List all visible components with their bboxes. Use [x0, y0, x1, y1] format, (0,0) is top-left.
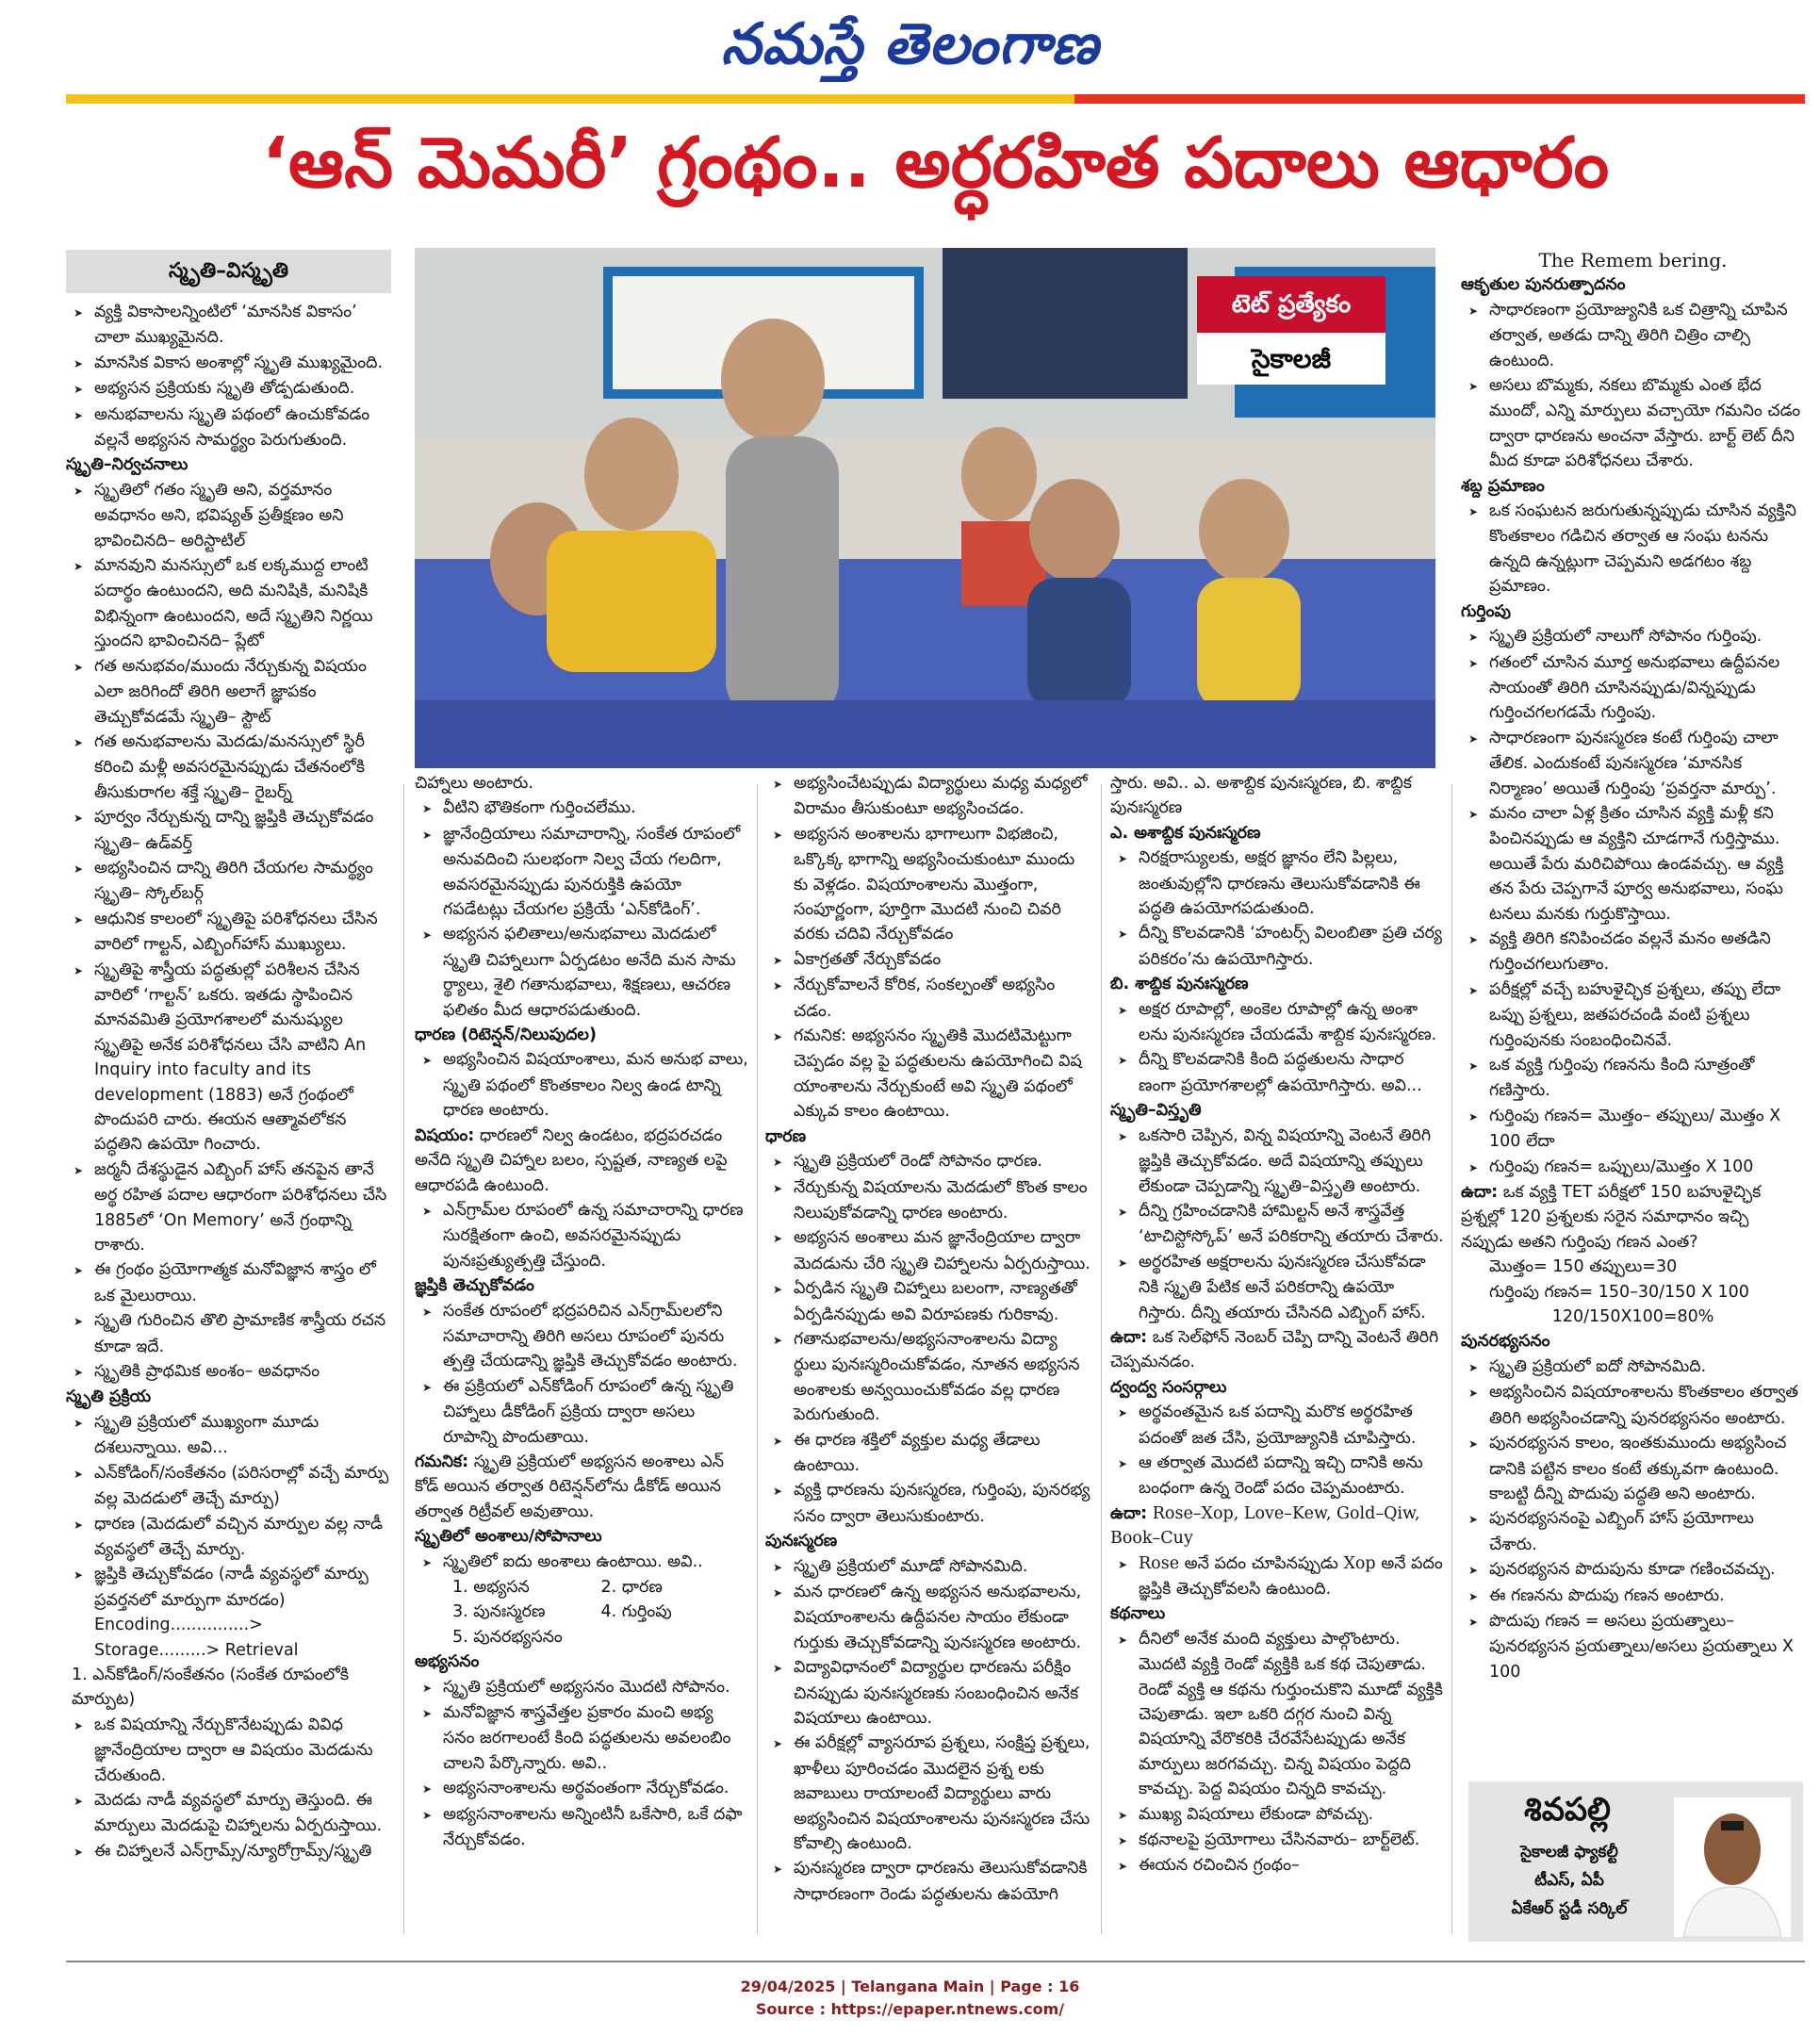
bullet-item: ➤ ఈ ప్రక్రియలో ఎన్‌కోడింగ్ రూపంలో ఉన్న స్మృతి చిహ్నాలు డీకోడింగ్ ప్రక్రియ ద్వారా అసలు రూపాన్ని పొందుతాయి.	[415, 1374, 749, 1450]
bullet-item: ➤ దీన్ని కొలవడానికి ‘హంటర్స్ విలంబితా ప్రతి చర్య పరికరం’ను ఉపయోగిస్తారు.	[1110, 921, 1445, 972]
column-rule	[403, 784, 404, 1934]
bullet-item: ➤ ఒక విషయాన్ని నేర్చుకొనేటప్పుడు వివిధ జ్ఞానేంద్రియాల ద్వారా ఆ విషయం మెదడును చేరుతుంది.	[66, 1713, 391, 1788]
bullet-item: ➤ దీన్ని గ్రహించడానికి హామిల్టన్ అనే శాస్త్రవేత్త ‘టాచిస్టోస్కోప్’ అనే పరికరాన్ని తయారు చేశారు.	[1110, 1199, 1445, 1250]
badge-tet-special: టెట్ ప్రత్యేకం	[1197, 276, 1385, 333]
section-heading: బి. శాబ్దిక పునఃస్మరణ	[1110, 975, 1249, 994]
bullet-item: ➤ అభ్యసనాంశాలను అన్నింటినీ ఒకేసారి, ఒకే దఫా నేర్చుకోవడం.	[415, 1802, 749, 1853]
section-heading: ధారణ	[765, 1126, 807, 1146]
bullet-item: ➤ ఈ ధారణ శక్తిలో వ్యక్తుల మధ్య తేడాలు ఉంటాయి.	[765, 1428, 1090, 1479]
section-title: స్మృతి–విస్మృతి	[66, 250, 391, 293]
bullet-item: ➤ ముఖ్య విషయాలు లేకుండా పోవచ్చు.	[1110, 1802, 1445, 1828]
bullet-item: ➤ ఎన్‌కోడింగ్/సంకేతనం (పరిసరాల్లో వచ్చే మార్పు వల్ల మెదడులో తెచ్చే మార్పు)	[66, 1461, 391, 1512]
top-color-bar	[66, 94, 1805, 104]
bullet-item: ➤ అక్షర రూపాల్లో, అంకెల రూపాల్లో ఉన్న అంశా లను పునఃస్మరణ చేయడమే శాబ్దిక పునఃస్మరణ.	[1110, 997, 1445, 1048]
column-1	[66, 300, 391, 1864]
bullet-item: ➤ గమనిక: అభ్యసనం స్మృతికి మొదటిమెట్టుగా చెప్పడం వల్ల పై పద్ధతులను ఉపయోగించి విష యాంశాలను నేర్చుకుంటే అవి స్మృతి పథంలో ఎక్కువ కాలం ఉంటాయి.	[765, 1024, 1090, 1124]
bullet-item: ➤ ఏర్పడిన స్మృతి చిహ్నాలు బలంగా, నాణ్యతతో ఏర్పడినప్పుడు అవి విరూపణకు గురికావు.	[765, 1276, 1090, 1327]
paragraph: ఉదా: ఒక సెల్‌ఫోన్ నెంబర్ చెప్పి దాన్ని వెంటనే తిరిగి చెప్పమనడం.	[1110, 1327, 1439, 1372]
bullet-item: ➤ మానసిక వికాస అంశాల్లో స్మృతి ముఖ్యమైంది.	[66, 351, 391, 376]
formula-line: 120/150X100=80%	[1489, 1307, 1714, 1327]
bullet-item: ➤ దీనిలో అనేక మంది వ్యక్తులు పాల్గొంటారు. మొదటి వ్యక్తి రెండో వ్యక్తికి ఒక కథ చెపుతాడు. రెండో వ్యక్తి ఆ కథను గుర్తుంచుకొని మూడో వ్యక్తికి చెపుతాడు. ఇలా ఒకరి దగ్గర నుంచి విన్న విషయాన్ని వేరొకరికి చేరవేసేటప్పుడు అనేక మార్పులు జరగవచ్చు. చిన్న విషయం పెద్దది కావచ్చు. పెద్ద విషయం చిన్నది కావచ్చు.	[1110, 1627, 1445, 1802]
bullet-item: ➤ వ్యక్తి వికాసాలన్నింటిలో ‘మానసిక వికాసం’ చాలా ముఖ్యమైనది.	[66, 300, 391, 351]
bullet-item: ➤ ఒకసారి చెప్పిన, విన్న విషయాన్ని వెంటనే తిరిగి జ్ఞప్తికి తెచ్చుకోవడం. అదే విషయాన్ని తప్పులు లేకుండా చెప్పడాన్ని స్మృతి–విస్తృతి అంటారు.	[1110, 1124, 1445, 1199]
section-heading: ఆకృతుల పునరుత్పాదనం	[1461, 275, 1626, 295]
section-heading: శబ్ద ప్రమాణం	[1461, 476, 1545, 496]
paragraph: చిహ్నాలు అంటారు.	[415, 774, 533, 793]
bullet-item: ➤ ఈ పరీక్షల్లో వ్యాసరూప ప్రశ్నలు, సంక్షిప్త ప్రశ్నలు, ఖాళీలు పూరించడం మొదలైన ప్రశ్న లకు జవాబులు రాయాలంటే విద్యార్థులు వారు అభ్యసించిన విషయాంశాలను పునఃస్మరణ చేసు కోవాల్సి ఉంటుంది.	[765, 1731, 1090, 1856]
bullet-item: ➤ గతంలో చూసిన మూర్త అనుభవాలు ఉద్దీపనల సాయంతో తిరిగి చూసినప్పుడు/విన్నప్పుడు గుర్తించగలగడమే గుర్తింపు.	[1461, 650, 1805, 726]
bullet-item: ➤ పునరభ్యసన పొదుపును కూడా గణించవచ్చు.	[1461, 1557, 1805, 1583]
bullet-item: ➤ అభ్యసన ప్రక్రియకు స్మృతి తోడ్పడుతుంది.	[66, 376, 391, 402]
list-item: 3. పునఃస్మరణ	[452, 1602, 546, 1622]
bullet-item: ➤ Rose అనే పదం చూపినప్పుడు Xop అనే పదం జ్ఞప్తికి తెచ్చుకోవలసి ఉంటుంది.	[1110, 1551, 1445, 1602]
bullet-item: ➤ గతానుభవాలను/అభ్యసనాంశాలను విద్యా ర్థులు పునఃస్మరించుకోవడం, నూతన అభ్యసన అంశాలకు అన్వయించుకోవడం వల్ల ధారణ పెరుగుతుంది.	[765, 1327, 1090, 1428]
list-item: 2. ధారణ	[600, 1578, 663, 1597]
bullet-item: ➤ స్మృతి ప్రక్రియలో మూడో సోపానమిది.	[765, 1554, 1090, 1580]
masthead-title: నమస్తే తెలంగాణ	[720, 11, 1100, 77]
column-3	[765, 771, 1090, 1907]
bullet-item: ➤ స్మృతి ప్రక్రియలో ఐదో సోపానమిది.	[1461, 1354, 1805, 1380]
badge-psychology: సైకాలజీ	[1197, 333, 1385, 385]
paragraph: ఉదా: ఒక వ్యక్తి TET పరీక్షలో 150 బహుళైచ్ఛిక ప్రశ్నల్లో 120 ప్రశ్నలకు సరైన సమాధానం ఇచ్చి నప్పుడు అతని గుర్తింపు గణన ఎంత?	[1461, 1183, 1762, 1252]
section-heading: స్మృతి ప్రక్రియ	[66, 1387, 152, 1407]
bullet-item: ➤ అభ్యసించిన విషయాంశాలను కొంతకాలం తర్వాత తిరిగి అభ్యసించడాన్ని పునరభ్యసనం అంటారు.	[1461, 1380, 1805, 1431]
bullet-item: ➤ అనుభవాలను స్మృతి పథంలో ఉంచుకోవడం వల్లనే అభ్యసన సామర్థ్యం పెరుగుతుంది.	[66, 402, 391, 453]
bullet-item: ➤ పునరభ్యసనంపై ఎబ్బింగ్ హాస్ ప్రయోగాలు చేశారు.	[1461, 1506, 1805, 1557]
bullet-item: ➤ మన ధారణలో ఉన్న అభ్యసన అనుభవాలను, విషయాంశాలను ఉద్దీపనల సాయం లేకుండా గుర్తుకు తెచ్చుకోవడాన్ని పునఃస్మరణ అంటారు.	[765, 1580, 1090, 1655]
bullet-item: ➤ దీన్ని కొలవడానికి కింది పద్ధతులను సాధార ణంగా ప్రయోగశాలల్లో ఉపయోగిస్తారు. అవి...	[1110, 1047, 1445, 1098]
bullet-item: ➤ ధారణ (మెదడులో వచ్చిన మార్పుల వల్ల నాడీ వ్యవస్థలో తెచ్చే మార్పు.	[66, 1512, 391, 1563]
list-item: 5. పునరభ్యసనం	[452, 1627, 563, 1647]
bullet-item: ➤ అర్థవంతమైన ఒక పదాన్ని మరొక అర్థరహిత పదంతో జత చేసి, ప్రయోజ్యునికి చూపిస్తారు.	[1110, 1400, 1445, 1451]
bullet-item: ➤ స్మృతిలో గతం స్మృతి అని, వర్తమానం అవధానం అని, భవిష్యత్ ప్రతీక్షణం అని భావించినది– అరిస్టాటిల్	[66, 478, 391, 553]
bullet-item: ➤ గుర్తింపు గణన= ఒప్పులు/మొత్తం X 100	[1461, 1155, 1805, 1180]
section-heading: ధారణ (రిటెన్షన్/నిలుపుదల)	[415, 1026, 597, 1045]
bullet-item: ➤ స్మృతి ప్రక్రియలో అభ్యసనం మొదటి సోపానం.	[415, 1675, 749, 1700]
bullet-item: ➤ పరీక్షల్లో వచ్చే బహుళైచ్ఛిక ప్రశ్నలు, తప్పు లేదా ఒప్పు ప్రశ్నలు, జతపరచండి వంటి ప్రశ్నలు గుర్తింపునకు సంబంధించినవే.	[1461, 977, 1805, 1053]
bullet-item: ➤ పునఃస్మరణ ద్వారా ధారణను తెలుసుకోవడానికి సాధారణంగా రెండు పద్ధతులను ఉపయోగి	[765, 1856, 1090, 1907]
section-heading: ఎ. అశాబ్దిక పునఃస్మరణ	[1110, 823, 1261, 843]
bullet-item: ➤ అసలు బొమ్మకు, నకలు బొమ్మకు ఎంత భేద ముందో, ఎన్ని మార్పులు వచ్చాయో గమనిం చడం ద్వారా ధారణను అంచనా వేస్తారు. బార్ట్ లెట్ దీని మీద కూడా పరిశోధనలు చేశారు.	[1461, 373, 1805, 474]
bullet-item: ➤ అర్థరహిత అక్షరాలను పునఃస్మరణ చేసుకోవడా నికి స్మృతి పేటిక అనే పరికరాన్ని ఉపయో గిస్తారు. దీన్ని తయారు చేసినది ఎబ్బింగ్ హాస్.	[1110, 1250, 1445, 1325]
formula-line: గుర్తింపు గణన= 150–30/150 X 100	[1489, 1282, 1749, 1302]
bullet-item: ➤ ఈ చిహ్నాలనే ఎన్‌గ్రామ్స్/న్యూరోగ్రామ్స్/స్మృతి	[66, 1839, 391, 1864]
bullet-item: ➤ అభ్యసనాంశాలను అర్థవంతంగా నేర్చుకోవడం.	[415, 1776, 749, 1801]
bullet-item: ➤ మెదడు నాడీ వ్యవస్థలో మార్పు తెస్తుంది. ఈ మార్పులు మెదడుపై చిహ్నాలను ఏర్పరుస్తాయి.	[66, 1788, 391, 1839]
headline-text: ‘ఆన్ మెమరీ’ గ్రంథం.. అర్ధరహిత పదాలు ఆధారం	[261, 123, 1610, 204]
bullet-item: ➤ స్మృతిపై శాస్త్రీయ పద్ధతుల్లో పరిశీలన చేసిన వారిలో ‘గాల్టన్’ ఒకరు. ఇతడు స్థాపించిన మానవమితి ప్రయోగశాలలో మనుష్యుల స్మృతిపై అనేక పరిశోధనలు చేసి వాటిని An Inquiry into faculty and its development (1883) అనే గ్రంథంలో పొందుపరి చారు. ఈయన ఆత్మావలోకన పద్ధతిని ఉపయో గించారు.	[66, 958, 391, 1157]
byline-name: శివపల్లి	[1524, 1791, 1611, 1829]
section-heading: స్మృతిలో అంశాలు/సోపానాలు	[415, 1527, 602, 1547]
section-heading: స్మృతి–విస్తృతి	[1110, 1101, 1202, 1121]
bullet-item: ➤ స్మృతి గురించిన తొలి ప్రామాణిక శాస్త్రీయ రచన కూడా ఇదే.	[66, 1308, 391, 1359]
byline-region: టీఎస్, ఏపీ	[1534, 1871, 1604, 1890]
bullet-item: ➤ ఒక సంఘటన జరుగుతున్నప్పుడు చూసిన వ్యక్తిని కొంతకాలం గడిచిన తర్వాత ఆ సంఘ టనను ఉన్నది ఉన్నట్లుగా చెప్పమని అడగటం శబ్ద ప్రమాణం.	[1461, 499, 1805, 599]
bullet-item: ➤ అభ్యసన అంశాలు మన జ్ఞానేంద్రియాల ద్వారా మెదడును చేరి స్మృతి చిహ్నాలను ఏర్పరుస్తాయి.	[765, 1225, 1090, 1276]
formula-line: మొత్తం= 150 తప్పులు=30	[1489, 1257, 1678, 1277]
list-item: 1. అభ్యసన	[452, 1578, 530, 1597]
author-photo	[1674, 1797, 1791, 1937]
paragraph: విషయం: ధారణలో నిల్వ ఉండటం, భద్రపరచడం అనేది స్మృతి చిహ్నాల బలం, స్పష్టత, నాణ్యత లపై ఆధారపడి ఉంటుంది.	[415, 1125, 728, 1195]
bullet-item: ➤ గుర్తింపు గణన= మొత్తం– తప్పులు/ మొత్తం X 100 లేదా	[1461, 1104, 1805, 1155]
footer-source: Source : https://epaper.ntnews.com/	[755, 2000, 1065, 2018]
bullet-item: ➤ అభ్యసన ఫలితాలు/అనుభవాలు మెదడులో స్మృతి చిహ్నాలుగా ఏర్పడటం అనేది మన సామ ర్థ్యాలు, శైలి గతానుభవాలు, శిక్షణలు, ఆచరణ ఫలితం మీద ఆధారపడుతుంది.	[415, 922, 749, 1023]
bullet-item: ➤ స్మృతి ప్రక్రియలో రెండో సోపానం ధారణ.	[765, 1149, 1090, 1174]
bullet-item: ➤ స్మృతి ప్రక్రియలో ముఖ్యంగా మూడు దశలున్నాయి. అవి...	[66, 1410, 391, 1461]
column-rule	[1101, 784, 1102, 1934]
bullet-item: ➤ ఈ గణనను పొదుపు గణన అంటారు.	[1461, 1584, 1805, 1609]
paragraph: గమనిక: స్మృతి ప్రక్రియలో అభ్యసన అంశాలు ఎన్ కోడ్ అయిన తర్వాత రిటెన్షన్‌లోను డీకోడ్ అయిన తర్వాత రిట్రీవల్ అవుతాయి.	[415, 1452, 724, 1521]
footer-dateline: 29/04/2025 | Telangana Main | Page : 16	[740, 1978, 1080, 1995]
list-item: 4. గుర్తింపు	[600, 1602, 672, 1622]
byline-institute: ఏకేఆర్ స్టడీ సర్కిల్	[1511, 1899, 1628, 1918]
section-heading: ద్వంద్వ సంసర్గాలు	[1110, 1377, 1227, 1397]
bullet-item: ➤ నిరక్షరాస్యులకు, అక్షర జ్ఞానం లేని పిల్లలు, జంతువుల్లోని ధారణను తెలుసుకోవడానికి ఈ పద్ధతి ఉపయోగపడుతుంది.	[1110, 845, 1445, 921]
bullet-item: ➤ మనోవిజ్ఞాన శాస్త్రవేత్తల ప్రకారం మంచి అభ్య సనం జరగాలంటే కింది పద్ధతులను అవలంబిం చాలని పేర్కొన్నారు. అవి..	[415, 1700, 749, 1776]
section-heading: పునరభ్యసనం	[1461, 1332, 1550, 1352]
bullet-item: ➤ ఏకాగ్రతతో నేర్చుకోవడం	[765, 947, 1090, 973]
section-heading: స్మృతి–నిర్వచనాలు	[66, 455, 189, 475]
column-2	[415, 771, 749, 1852]
numbered-heading: 1. ఎన్‌కోడింగ్/సంకేతనం (సంకేత రూపంలోకి మార్పుట)	[72, 1665, 350, 1710]
bullet-item: ➤ సంకేత రూపంలో భద్రపరిచిన ఎన్‌గ్రామ్‌లలోని సమాచారాన్ని తిరిగి అసలు రూపంలో పునరు త్పత్తి చేయడాన్ని జ్ఞప్తికి తెచ్చుకోవడం అంటారు.	[415, 1299, 749, 1374]
column-rule	[1451, 784, 1452, 1934]
bullet-item: ➤ ఈ గ్రంథం ప్రయోగాత్మక మనోవిజ్ఞాన శాస్త్రం లో ఒక మైలురాయి.	[66, 1257, 391, 1308]
bullet-item: ➤ స్మృతి ప్రక్రియలో నాలుగో సోపానం గుర్తింపు.	[1461, 624, 1805, 649]
bullet-item: ➤ వ్యక్తి తిరిగి కనిపించడం వల్లనే మనం అతడిని గుర్తించగలుగుతాం.	[1461, 927, 1805, 977]
bullet-item: ➤ పొదుపు గణన = అసలు ప్రయత్నాలు– పునరభ్యసన ప్రయత్నాలు/అసలు ప్రయత్నాలు X 100	[1461, 1609, 1805, 1684]
bullet-item: ➤ అభ్యసించిన దాన్ని తిరిగి చేయగల సామర్థ్యం స్మృతి– స్కోల్‌బర్గ్	[66, 856, 391, 907]
formula-line: Encoding...............> Storage.........> Retrieval	[94, 1616, 299, 1660]
column-rule	[757, 784, 758, 1934]
bullet-item: ➤ పునరభ్యసన కాలం, ఇంతకుముందు అభ్యసించ డానికి పట్టిన కాలం కంటే తక్కువగా ఉంటుంది. కాబట్టి దీన్ని పొదుపు పద్ధతి అని అంటారు.	[1461, 1431, 1805, 1506]
bullet-item: ➤ విద్యావిధానంలో విద్యార్థుల ధారణను పరీక్షిం చినప్పుడు పునఃస్మరణకు సంబంధించిన అనేక విషయాలు ఉంటాయి.	[765, 1655, 1090, 1731]
masthead	[0, 11, 1820, 90]
footer-rule	[66, 1961, 1805, 1962]
bullet-item: ➤ మనం చాలా ఏళ్ల క్రితం చూసిన వ్యక్తి మళ్లీ కని పించినప్పుడు ఆ వ్యక్తిని చూడగానే గుర్తిస్తాము. అయితే పేరు మరిచిపోయి ఉండవచ్చు. ఆ వ్యక్తి తన పేరు చెప్పగానే పూర్వ అనుభవాలు, సంఘ టనలు మనకు గుర్తుకొస్తాయి.	[1461, 801, 1805, 927]
bullet-item: ➤ వ్యక్తి ధారణను పునఃస్మరణ, గుర్తింపు, పునరభ్య సనం ద్వారా తెలుసుకుంటారు.	[765, 1478, 1090, 1529]
bullet-item: ➤ కథనాలపై ప్రయోగాలు చేసినవారు– బార్ట్‌లెట్.	[1110, 1828, 1445, 1853]
bullet-item: ➤ వీటిని భౌతికంగా గుర్తించలేము.	[415, 796, 749, 821]
bullet-item: ➤ నేర్చుకోవాలనే కోరిక, సంకల్పంతో అభ్యసిం చడం.	[765, 973, 1090, 1024]
headline	[66, 111, 1805, 215]
column-4	[1110, 771, 1445, 1879]
numbered-list	[415, 1575, 749, 1649]
section-heading: అభ్యసనం	[415, 1652, 480, 1672]
section-heading: గుర్తింపు	[1461, 601, 1511, 621]
bullet-item: ➤ అభ్యసించేటప్పుడు విద్యార్థులు మధ్య మధ్యలో విరామం తీసుకుంటూ అభ్యసించడం.	[765, 771, 1090, 822]
section-heading: కథనాలు	[1110, 1604, 1166, 1624]
bullet-item: ➤ అభ్యసించిన విషయాంశాలు, మన అనుభ వాలు, స్మృతి పథంలో కొంతకాలం నిల్వ ఉండ టాన్ని ధారణ అంటారు.	[415, 1047, 749, 1123]
bullet-item: ➤ ఆ తర్వాత మొదటి పదాన్ని ఇచ్చి దానికి అను బంధంగా ఉన్న రెండో పదం చెప్పమంటారు.	[1110, 1451, 1445, 1502]
bullet-item: ➤ గత అనుభవాలను మెదడు/మనస్సులో స్థిరీ కరించి మళ్లీ అవసరమైనప్పుడు చేతనంలోకి తీసుకురాగల శక్తే స్మృతి– రైబర్న్	[66, 730, 391, 805]
book-title: The Remem bering.	[1538, 249, 1728, 271]
bullet-item: ➤ జర్మనీ దేశస్థుడైన ఎబ్బింగ్ హాస్ తనపైన తానే అర్థ రహిత పదాల ఆధారంగా పరిశోధనలు చేసి 1885లో ‘On Memory’ అనే గ్రంథాన్ని రాశారు.	[66, 1157, 391, 1258]
section-heading: పునఃస్మరణ	[765, 1532, 838, 1551]
bullet-item: ➤ మానవుని మనస్సులో ఒక లక్కముద్ద లాంటి పదార్థం ఉంటుందని, అది మనిషికి, మనిషికి విభిన్నంగా ఉంటుందని, అదే స్మృతిని నిర్ణయి స్తుందని భావించినది– ప్లేటో	[66, 553, 391, 654]
bullet-item: ➤ నేర్చుకున్న విషయాలను మెదడులో కొంత కాలం నిలుపుకోవడాన్ని ధారణ అంటారు.	[765, 1175, 1090, 1226]
bullet-item: ➤ ఈయన రచించిన గ్రంథం–	[1110, 1853, 1445, 1879]
paragraph: స్తారు. అవి.. ఎ. అశాబ్దిక పునఃస్మరణ, బి. శాబ్దిక పునఃస్మరణ	[1110, 774, 1412, 818]
byline-role: సైకాలజీ ఫ్యాకల్టీ	[1520, 1843, 1618, 1862]
bullet-item: ➤ సాధారణంగా పునఃస్మరణ కంటే గుర్తింపు చాలా తేలిక. ఎందుకంటే పునఃస్మరణ ‘మానసిక నిర్మాణం’ అయితే గుర్తింపు ‘ప్రవర్తనా మార్పు’.	[1461, 726, 1805, 801]
bullet-item: ➤ జ్ఞానేంద్రియాలు సమాచారాన్ని, సంకేత రూపంలో అనువదించి సులభంగా నిల్వ చేయ గలదిగా, అవసరమైనప్పుడు పునరుక్తికి ఉపయో గపడేటట్లు చేయగల ప్రక్రియే ‘ఎన్‌కోడింగ్’.	[415, 822, 749, 923]
bullet-item: ➤ ఒక వ్యక్తి గుర్తింపు గణనను కింది సూత్రంతో గణిస్తారు.	[1461, 1053, 1805, 1104]
column-5	[1461, 248, 1805, 1684]
bullet-item: ➤ ఎన్‌గ్రామ్‌ల రూపంలో ఉన్న సమాచారాన్ని ధారణ సురక్షితంగా ఉంచి, అవసరమైనప్పుడు పునఃప్రత్యుత్పత్తి చేస్తుంది.	[415, 1198, 749, 1273]
bullet-item: ➤ గత అనుభవం/ముందు నేర్చుకున్న విషయం ఎలా జరిగిందో తిరిగి అలాగే జ్ఞాపకం తెచ్చుకోవడమే స్మృతి– స్టౌట్	[66, 654, 391, 730]
bullet-item: ➤ ఆధునిక కాలంలో స్మృతిపై పరిశోధనలు చేసిన వారిలో గాల్టన్, ఎబ్బింగ్‌హాస్ ముఖ్యులు.	[66, 907, 391, 958]
bullet-item: ➤ స్మృతికి ప్రాథమిక అంశం– అవధానం	[66, 1359, 391, 1385]
bullet-item: ➤ పూర్వం నేర్చుకున్న దాన్ని జ్ఞప్తికి తెచ్చుకోవడం స్మృతి– ఉడ్‌వర్త్	[66, 805, 391, 856]
bullet-item: ➤ అభ్యసన అంశాలను భాగాలుగా విభజించి, ఒక్కొక్క భాగాన్ని అభ్యసించుకుంటూ ముందు కు వెళ్లడం. విషయాంశాలను మొత్తంగా, సంపూర్ణంగా, పూర్తిగా మొదటి నుంచి చివరి వరకు చదివి నేర్చుకోవడం	[765, 822, 1090, 947]
bullet-item: ➤ స్మృతిలో ఐదు అంశాలు ఉంటాయి. అవి..	[415, 1550, 749, 1575]
section-heading: జ్ఞప్తికి తెచ్చుకోవడం	[415, 1276, 534, 1296]
paragraph: ఉదా: Rose–Xop, Love–Kew, Gold–Qiw, Book–Cuy	[1110, 1503, 1420, 1549]
bullet-item: ➤ జ్ఞప్తికి తెచ్చుకోవడం (నాడీ వ్యవస్థలో మార్పు ప్రవర్తనలో మార్పుగా మారడం)	[66, 1562, 391, 1613]
bullet-item: ➤ సాధారణంగా ప్రయోజ్యునికి ఒక చిత్రాన్ని చూపిన తర్వాత, అతడు దాన్ని తిరిగి చిత్రిం చాల్సి ఉంటుంది.	[1461, 298, 1805, 373]
